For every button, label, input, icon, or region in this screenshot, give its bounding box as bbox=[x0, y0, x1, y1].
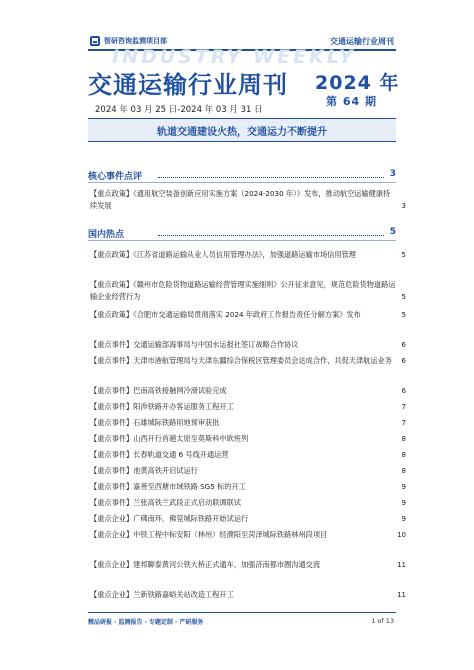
toc-entry-text: 【重点事件】兰张高铁兰武段正式启动联调联试 bbox=[90, 498, 241, 507]
toc-entry-page: 5 bbox=[401, 311, 406, 319]
toc-entry-text: 【重点事件】石雄城际铁路用地预审获批 bbox=[90, 418, 220, 427]
date-range: 2024 年 03 月 25 日-2024 年 03 月 31 日 bbox=[95, 105, 263, 115]
logo-icon bbox=[90, 36, 100, 46]
toc-entry-page: 6 bbox=[401, 341, 406, 349]
toc-entry[interactable] bbox=[90, 417, 406, 429]
toc-entry[interactable] bbox=[90, 339, 406, 351]
toc-entry-text: 【重点事件】巴南高铁接触网冷滑试验完成 bbox=[90, 386, 227, 395]
toc-entry-page: 7 bbox=[401, 419, 406, 427]
toc-entry-page: 6 bbox=[401, 387, 406, 395]
title-watermark: INDUSTRY WEEKLY bbox=[112, 46, 356, 68]
section-divider bbox=[88, 240, 396, 241]
issue-year: 2024 年 bbox=[315, 72, 400, 94]
toc-entry[interactable] bbox=[90, 355, 406, 367]
page-title: 交通运输行业周刊 bbox=[88, 71, 288, 99]
toc-entry[interactable] bbox=[90, 309, 406, 321]
issue-number: 第 64 期 bbox=[326, 95, 377, 108]
toc-entry[interactable] bbox=[90, 449, 406, 461]
toc-entry[interactable] bbox=[90, 249, 406, 261]
series-name: 交通运输行业周刊 bbox=[330, 37, 394, 46]
toc-entry-text: 【重点政策】《赣州市危险货物道路运输经营管理实施细则》公开征求意见，规范危险货物道路运输企业经营行为 bbox=[90, 280, 396, 301]
toc-entry[interactable] bbox=[90, 589, 406, 601]
section-title: 国内热点 bbox=[88, 230, 125, 240]
toc-entry-text: 【重点事件】交通运输部海事局与中国水运报社签订战略合作协议 bbox=[90, 340, 299, 349]
toc-entry-text: 【重点政策】《江苏省道路运输从业人员信用管理办法》，加强道路运输市场信用管理 bbox=[90, 250, 356, 259]
toc-entry-text: 【重点企业】中铁工程中标安阳（林州）经濮阳至菏泽城际铁路林州段项目 bbox=[90, 530, 328, 539]
toc-entry-page: 8 bbox=[401, 467, 406, 475]
toc-entry[interactable] bbox=[90, 481, 406, 493]
section-page: 5 bbox=[389, 227, 396, 237]
toc-entry-text: 【重点企业】广佛南环、佛莞城际铁路开始试运行 bbox=[90, 514, 249, 523]
toc-entry-text: 【重点企业】建邦聊泰黄河公铁大桥正式通车，加强济南都市圈沟通交流 bbox=[90, 560, 321, 569]
toc-entry-text: 【重点事件】嘉善至西塘市域铁路 SG5 标的开工 bbox=[90, 482, 246, 491]
toc-entry[interactable] bbox=[90, 559, 406, 571]
toc-entry[interactable] bbox=[90, 529, 406, 541]
toc-entry-text: 【重点政策】《通用航空装备创新应用实施方案（2024-2030 年）》发布，推动航空运输健康持续发展 bbox=[90, 189, 391, 210]
toc-entry-text: 【重点事件】阳涉铁路开办客运服务工程开工 bbox=[90, 402, 234, 411]
toc-entry-page: 9 bbox=[401, 483, 406, 491]
org-name: 智研咨询监测项目部 bbox=[104, 37, 167, 45]
toc-entry[interactable] bbox=[90, 279, 406, 303]
toc-entry-page: 7 bbox=[401, 403, 406, 411]
toc-entry-page: 5 bbox=[401, 251, 406, 259]
toc-entry-page: 9 bbox=[401, 515, 406, 523]
section-page: 3 bbox=[389, 169, 396, 179]
leader-dots bbox=[158, 235, 384, 236]
toc-entry-page: 9 bbox=[401, 499, 406, 507]
toc-entry-page: 8 bbox=[401, 435, 406, 443]
toc-entry-page: 11 bbox=[397, 591, 406, 599]
toc-entry[interactable] bbox=[90, 433, 406, 445]
toc-entry-text: 【重点企业】兰新铁路嘉峪关站改造工程开工 bbox=[90, 590, 234, 599]
footer-services: 精品研报 · 监测报告 · 专题定制 · 产研服务 bbox=[88, 619, 204, 626]
leader-dots bbox=[158, 177, 384, 178]
toc-entry[interactable] bbox=[90, 188, 406, 212]
toc-entry[interactable] bbox=[90, 497, 406, 509]
toc-entry-text: 【重点政策】《合肥市交通运输局贯彻落实 2024 年政府工作报告责任分解方案》发布 bbox=[90, 310, 361, 319]
toc-entry-page: 11 bbox=[397, 561, 406, 569]
toc-entry[interactable] bbox=[90, 513, 406, 525]
toc-section-domestic[interactable] bbox=[88, 227, 396, 241]
section-divider bbox=[88, 182, 396, 183]
toc-entry-page: 3 bbox=[401, 202, 406, 210]
toc-entry-page: 6 bbox=[401, 357, 406, 365]
toc-entry[interactable] bbox=[90, 401, 406, 413]
toc-entry-page: 8 bbox=[401, 451, 406, 459]
toc-entry-text: 【重点事件】山西开行首趟太原至莫斯科中欧班列 bbox=[90, 434, 249, 443]
toc-entry[interactable] bbox=[90, 385, 406, 397]
page-number: 1 of 13 bbox=[371, 617, 394, 625]
toc-entry-text: 【重点事件】池黄高铁开启试运行 bbox=[90, 466, 198, 475]
footer-divider bbox=[88, 612, 396, 613]
org-logo bbox=[90, 36, 167, 46]
toc-entry[interactable] bbox=[90, 465, 406, 477]
toc-entry-text: 【重点事件】长春轨道交通 6 号线开通运营 bbox=[90, 450, 229, 459]
toc-entry-text: 【重点事件】天津市港航管理局与天津东疆综合保税区管理委员会达成合作，共促天津航运业务 bbox=[90, 356, 392, 365]
subtitle: 轨道交通建设火热，交通运力不断提升 bbox=[157, 127, 327, 138]
section-title: 核心事件点评 bbox=[88, 172, 143, 182]
toc-entry-page: 5 bbox=[401, 293, 406, 301]
toc-section-core-events[interactable] bbox=[88, 169, 396, 183]
toc-entry-page: 10 bbox=[397, 531, 406, 539]
